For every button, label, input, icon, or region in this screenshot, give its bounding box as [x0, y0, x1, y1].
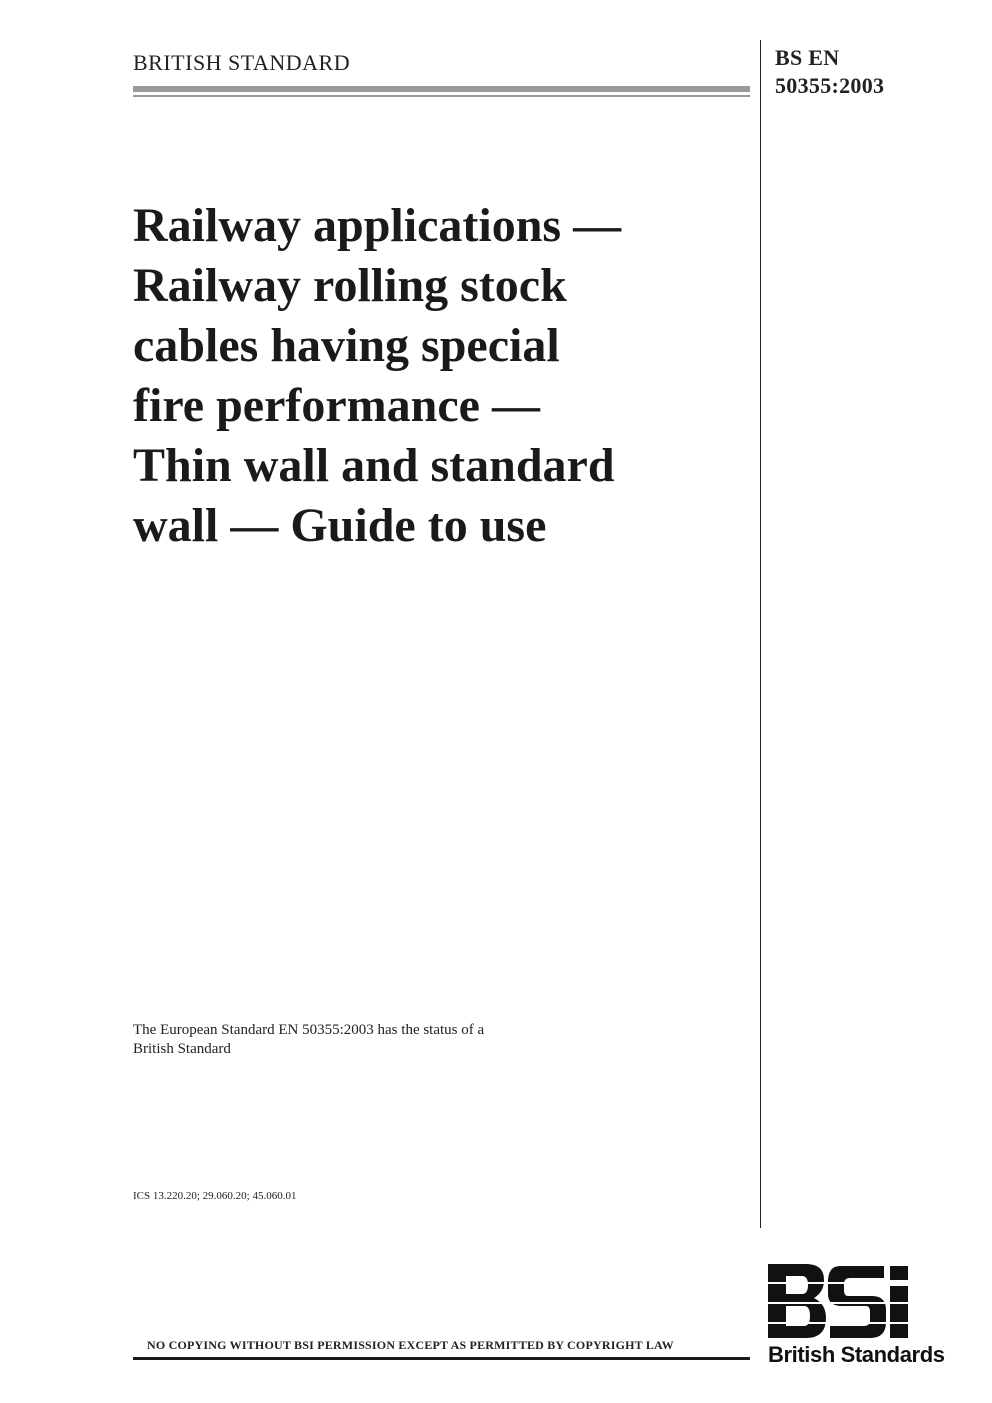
document-title	[133, 196, 753, 556]
standard-number-code: 50355:2003	[775, 73, 885, 98]
header-rules	[133, 86, 750, 97]
status-line: The European Standard EN 50355:2003 has the status of a	[133, 1022, 485, 1038]
title-line: cables having special	[133, 319, 560, 372]
title-line: wall — Guide to use	[133, 499, 547, 552]
vertical-divider	[760, 40, 761, 1228]
bsi-logo-text: British Standards	[768, 1342, 945, 1367]
title-line: Railway rolling stock	[133, 259, 567, 312]
status-statement	[133, 1021, 603, 1059]
standard-number-prefix: BS EN	[775, 45, 840, 70]
ics-codes: ICS 13.220.20; 29.060.20; 45.060.01	[133, 1190, 297, 1202]
bsi-logo-mark	[766, 1262, 946, 1342]
document-type-label: BRITISH STANDARD	[133, 50, 351, 75]
status-line: British Standard	[133, 1041, 231, 1057]
header-rule-thin	[133, 95, 750, 97]
bsi-logo	[766, 1262, 946, 1370]
footer-rule	[133, 1357, 750, 1360]
standard-number	[775, 44, 884, 100]
title-line: Railway applications —	[133, 199, 622, 252]
title-line: Thin wall and standard	[133, 439, 615, 492]
title-line: fire performance —	[133, 379, 540, 432]
copyright-notice: NO COPYING WITHOUT BSI PERMISSION EXCEPT AS PERMITTED BY COPYRIGHT LAW	[147, 1338, 674, 1352]
